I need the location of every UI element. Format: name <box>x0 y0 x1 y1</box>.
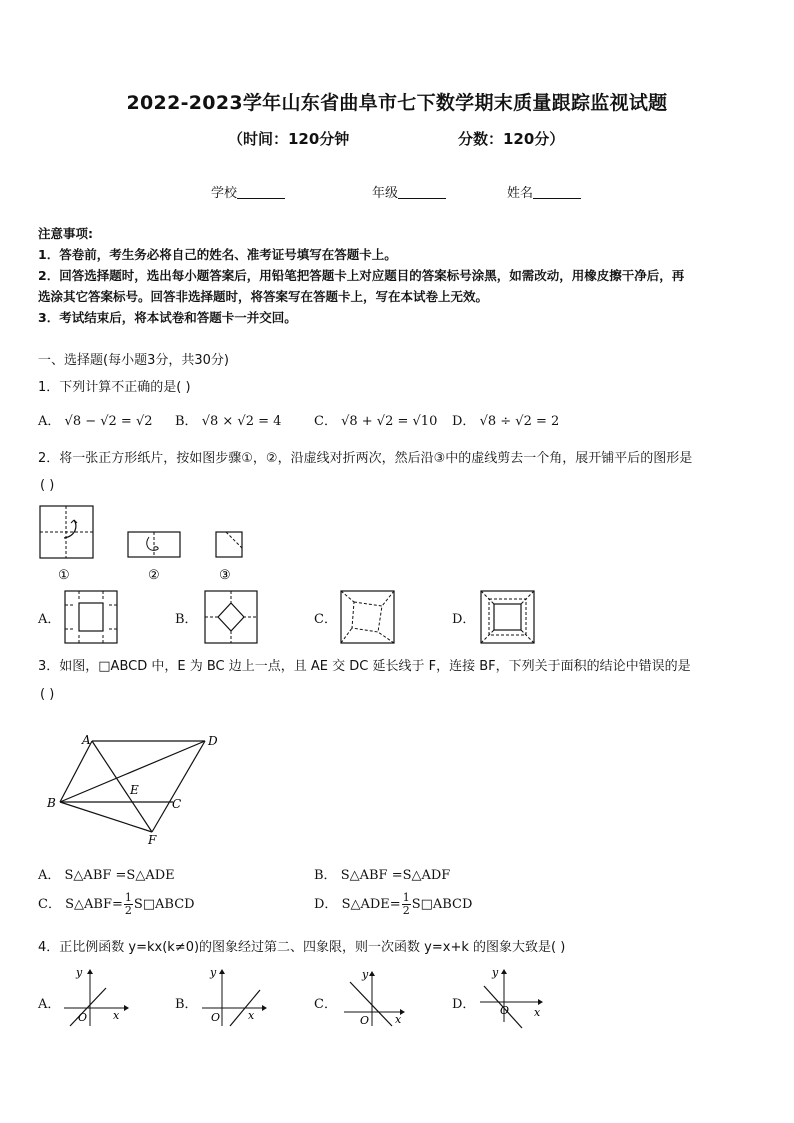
step3-square <box>216 532 242 557</box>
y-axis-label: y <box>76 966 83 979</box>
option-label: C． <box>38 897 61 912</box>
school-blank <box>237 186 285 199</box>
note-item: 3．考试结束后，将本试卷和答题卡一并交回。 <box>38 310 297 325</box>
y-axis-label: y <box>362 968 369 981</box>
option-text: S△ABF =S△ADE <box>64 868 175 883</box>
point-label-d: D <box>208 734 218 748</box>
origin-label: O <box>500 1004 510 1017</box>
q1-stem: 1．下列计算不正确的是( ) <box>38 380 191 395</box>
numerator: 1 <box>402 891 410 904</box>
q3-option-b <box>314 864 450 883</box>
q3-paren: ( ) <box>40 687 55 702</box>
exam-time: （时间：120分钟 <box>228 130 350 148</box>
q4-option-a-label: A． <box>38 997 61 1012</box>
option-label: B． <box>314 868 337 883</box>
notes-heading: 注意事项: <box>38 226 93 241</box>
section-heading: 一、选择题(每小题3分，共30分) <box>38 353 229 368</box>
option-label: A． <box>38 868 61 883</box>
option-expr: √8 + √2 = √10 <box>341 414 438 429</box>
q2-option-c-figure <box>340 590 396 644</box>
name-label: 姓名 <box>507 186 534 201</box>
option-text: S□ABCD <box>411 897 473 912</box>
step-label: ② <box>148 568 160 583</box>
option-expr: √8 − √2 = √2 <box>64 414 153 429</box>
option-label: D． <box>452 414 476 429</box>
q2-fold-steps-figure <box>36 502 256 587</box>
q1-option-a <box>38 410 153 429</box>
name-blank <box>533 186 581 199</box>
note-item: 选涂其它答案标号。回答非选择题时，将答案写在答题卡上，写在本试卷上无效。 <box>38 289 489 304</box>
q4-option-d-graph <box>476 966 548 1032</box>
q4-option-c-graph <box>340 966 410 1028</box>
origin-label: O <box>211 1011 221 1024</box>
option-label: C． <box>314 414 337 429</box>
x-axis-label: x <box>395 1013 402 1026</box>
point-label-c: C <box>172 797 182 811</box>
step-label: ① <box>58 568 70 583</box>
q4-option-a-graph <box>60 966 130 1028</box>
q2-stem: 2．将一张正方形纸片，按如图步骤①，②，沿虚线对折两次，然后沿③中的虚线剪去一个角，展开铺平后的图形是 <box>38 451 693 466</box>
exam-score: 分数：120分） <box>458 130 565 148</box>
option-text: S□ABCD <box>133 897 195 912</box>
q4-option-b-label: B． <box>175 997 198 1012</box>
grade-blank <box>398 186 446 199</box>
note-item: 2．回答选择题时，选出每小题答案后，用铅笔把答题卡上对应题目的答案标号涂黑，如需改动，用橡皮擦干净后，再 <box>38 268 685 283</box>
q2-option-c-label: C． <box>314 612 337 627</box>
q2-option-d-figure <box>480 590 536 644</box>
q3-stem: 3．如图，□ABCD 中，E 为 BC 边上一点，且 AE 交 DC 延长线于 F，连接 BF，下列关于面积的结论中错误的是 <box>38 659 691 674</box>
option-text: S△ADE= <box>341 897 401 912</box>
q2-option-a-figure <box>64 590 118 644</box>
fraction <box>124 892 133 917</box>
step-label: ③ <box>219 568 231 583</box>
q3-option-a <box>38 864 175 883</box>
name-field <box>507 182 581 201</box>
q4-option-b-graph <box>198 966 268 1028</box>
x-axis-label: x <box>248 1009 255 1022</box>
y-axis-label: y <box>210 966 217 979</box>
grade-field <box>372 182 446 201</box>
grade-label: 年级 <box>372 186 399 201</box>
q4-option-c-label: C． <box>314 997 337 1012</box>
origin-label: O <box>78 1011 88 1024</box>
x-axis-label: x <box>113 1009 120 1022</box>
option-label: D． <box>314 897 338 912</box>
q2-option-a-label: A． <box>38 612 61 627</box>
q4-option-d-label: D． <box>452 997 476 1012</box>
numerator: 1 <box>124 891 132 904</box>
option-label: A． <box>38 414 61 429</box>
q1-option-c <box>314 410 437 429</box>
q2-option-b-figure <box>204 590 258 644</box>
q2-paren: ( ) <box>40 478 55 493</box>
origin-label: O <box>360 1014 370 1027</box>
q4-stem: 4．正比例函数 y=kx(k≠0)的图象经过第二、四象限，则一次函数 y=x+k 的图象大致是( ) <box>38 940 566 955</box>
option-label: B． <box>175 414 198 429</box>
denominator: 2 <box>402 904 410 917</box>
y-axis-label: y <box>492 966 499 979</box>
q1-option-b <box>175 410 281 429</box>
point-label-a: A <box>82 733 91 747</box>
option-expr: √8 × √2 = 4 <box>201 414 282 429</box>
step1-square <box>40 506 93 558</box>
school-field <box>211 182 285 201</box>
q2-option-b-label: B． <box>175 612 198 627</box>
x-axis-label: x <box>534 1006 541 1019</box>
school-label: 学校 <box>211 186 238 201</box>
point-label-b: B <box>47 796 56 810</box>
step2-rectangle <box>128 532 180 557</box>
option-expr: √8 ÷ √2 = 2 <box>479 414 560 429</box>
option-text: S△ABF= <box>65 897 123 912</box>
note-item: 1．答卷前，考生务必将自己的姓名、准考证号填写在答题卡上。 <box>38 247 397 262</box>
q3-option-c <box>38 892 195 917</box>
page-title: 2022-2023学年山东省曲阜市七下数学期末质量跟踪监视试题 <box>126 92 668 114</box>
option-text: S△ABF =S△ADF <box>340 868 451 883</box>
point-label-e: E <box>130 783 139 797</box>
q3-option-d <box>314 892 472 917</box>
fraction <box>402 892 411 917</box>
q3-parallelogram-figure <box>40 728 230 848</box>
q2-option-d-label: D． <box>452 612 476 627</box>
denominator: 2 <box>124 904 132 917</box>
q1-option-d <box>452 410 559 429</box>
point-label-f: F <box>148 833 157 847</box>
